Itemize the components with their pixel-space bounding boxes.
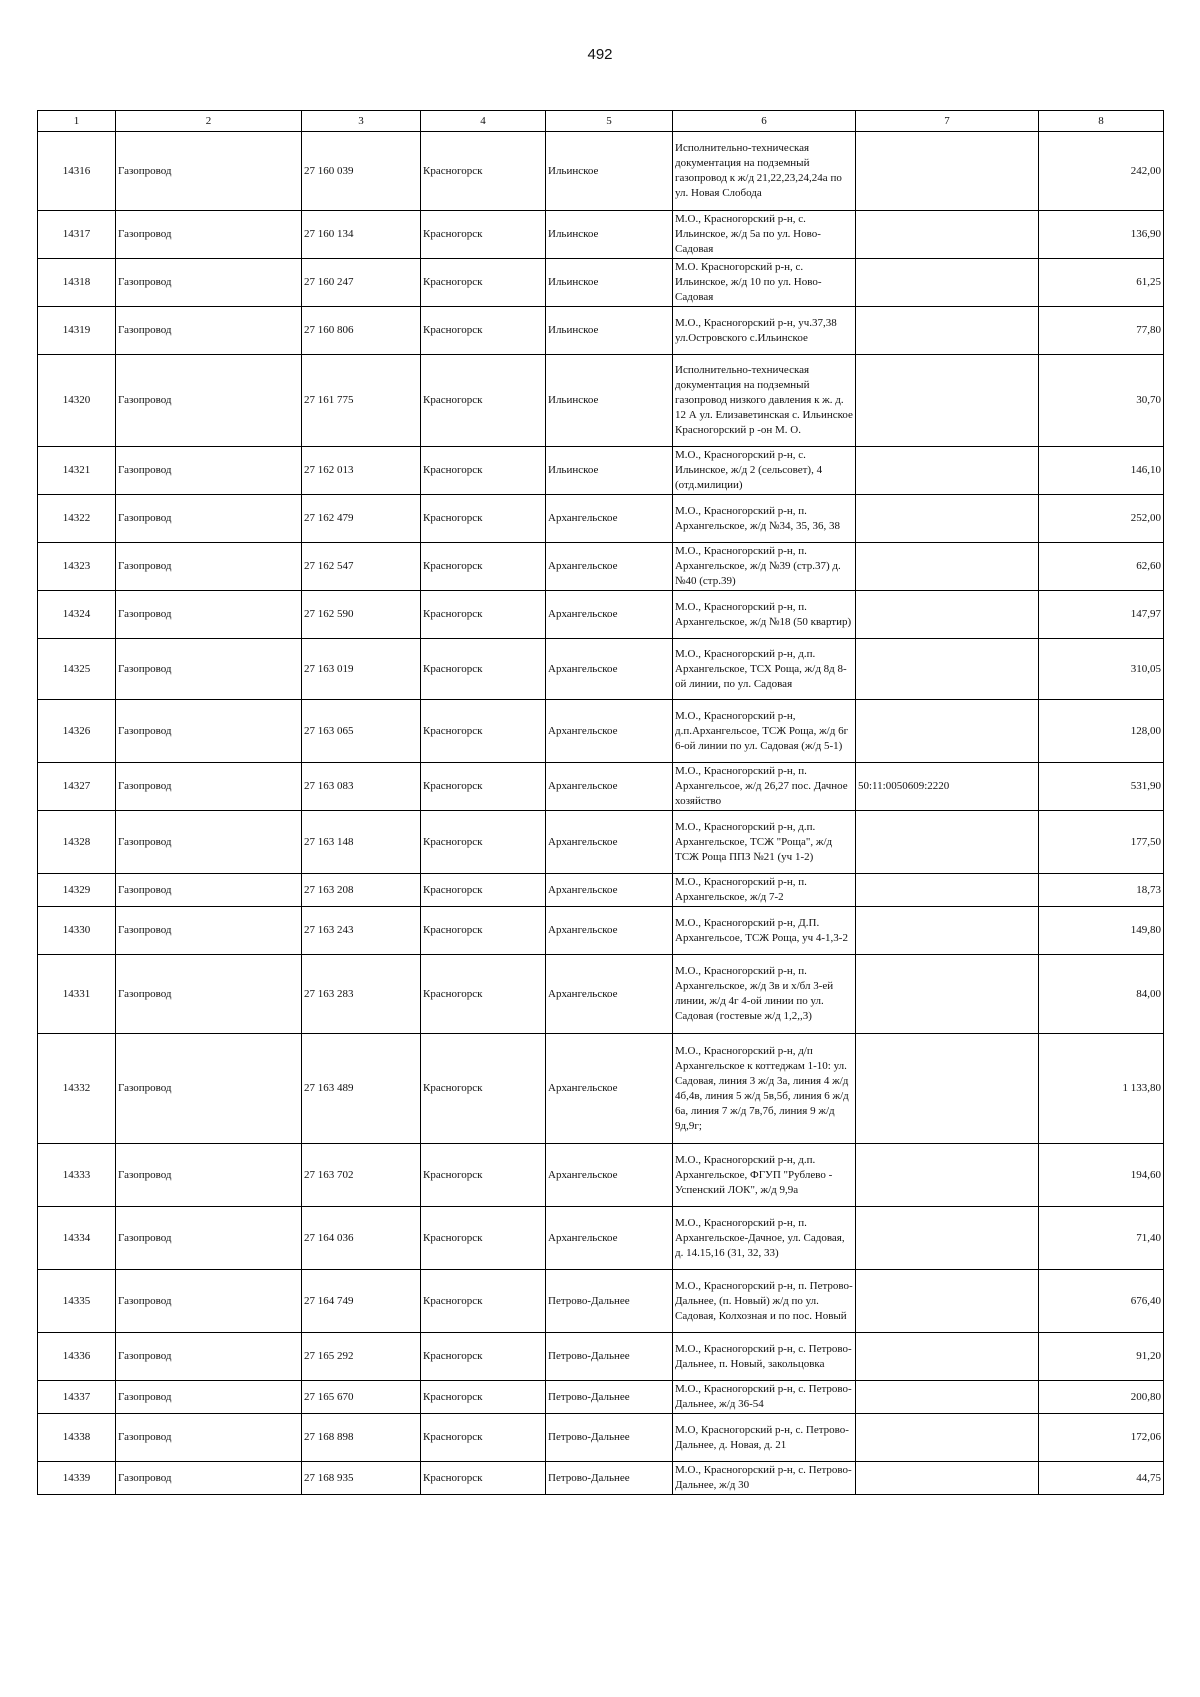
inventory-code-cell: 27 160 247 [302,259,421,307]
locality-cell: Архангельское [546,907,673,955]
column-header: 4 [421,111,546,132]
city-cell: Красногорск [421,211,546,259]
column-header: 8 [1039,111,1164,132]
value-cell: 44,75 [1039,1462,1164,1495]
value-cell: 71,40 [1039,1207,1164,1270]
inventory-code-cell: 27 162 013 [302,447,421,495]
address-cell: М.О., Красногорский р-н, п. Архангельское, ж/д №34, 35, 36, 38 [673,495,856,543]
object-name-cell: Газопровод [116,811,302,874]
object-name-cell: Газопровод [116,955,302,1034]
value-cell: 242,00 [1039,132,1164,211]
city-cell: Красногорск [421,1333,546,1381]
object-name-cell: Газопровод [116,1333,302,1381]
row-number-cell: 14321 [38,447,116,495]
row-number-cell: 14323 [38,543,116,591]
value-cell: 147,97 [1039,591,1164,639]
cadastral-number-cell [856,132,1039,211]
column-header: 5 [546,111,673,132]
cadastral-number-cell [856,1144,1039,1207]
table-row [38,591,1164,639]
cadastral-number-cell [856,700,1039,763]
inventory-code-cell: 27 163 208 [302,874,421,907]
row-number-cell: 14322 [38,495,116,543]
locality-cell: Архангельское [546,543,673,591]
locality-cell: Архангельское [546,874,673,907]
inventory-code-cell: 27 168 935 [302,1462,421,1495]
column-header: 3 [302,111,421,132]
object-name-cell: Газопровод [116,700,302,763]
cadastral-number-cell [856,1462,1039,1495]
value-cell: 310,05 [1039,639,1164,700]
table-row [38,1462,1164,1495]
object-name-cell: Газопровод [116,211,302,259]
row-number-cell: 14328 [38,811,116,874]
table-row [38,495,1164,543]
object-name-cell: Газопровод [116,874,302,907]
locality-cell: Архангельское [546,495,673,543]
inventory-code-cell: 27 164 036 [302,1207,421,1270]
cadastral-number-cell [856,355,1039,447]
table-row [38,1381,1164,1414]
city-cell: Красногорск [421,355,546,447]
cadastral-number-cell [856,639,1039,700]
address-cell: М.О., Красногорский р-н, п. Архангельсое, ж/д 26,27 пос. Дачное хозяйство [673,763,856,811]
value-cell: 146,10 [1039,447,1164,495]
row-number-cell: 14336 [38,1333,116,1381]
locality-cell: Архангельское [546,955,673,1034]
object-name-cell: Газопровод [116,447,302,495]
locality-cell: Архангельское [546,1034,673,1144]
object-name-cell: Газопровод [116,1414,302,1462]
row-number-cell: 14331 [38,955,116,1034]
locality-cell: Архангельское [546,700,673,763]
locality-cell: Ильинское [546,259,673,307]
row-number-cell: 14329 [38,874,116,907]
table-row [38,1414,1164,1462]
inventory-code-cell: 27 163 019 [302,639,421,700]
address-cell: М.О., Красногорский р-н, с. Петрово-Дальнее, ж/д 30 [673,1462,856,1495]
cadastral-number-cell [856,307,1039,355]
cadastral-number-cell [856,1207,1039,1270]
address-cell: М.О., Красногорский р-н, п. Архангельское, ж/д 7-2 [673,874,856,907]
column-header: 6 [673,111,856,132]
address-cell: Исполнительно-техническая документация на подземный газопровод низкого давления к ж. д. 12 А ул. Елизаветинская с. Ильинское Красногорский р -он М. О. [673,355,856,447]
row-number-cell: 14339 [38,1462,116,1495]
inventory-code-cell: 27 162 590 [302,591,421,639]
object-name-cell: Газопровод [116,543,302,591]
table-row [38,1270,1164,1333]
city-cell: Красногорск [421,907,546,955]
object-name-cell: Газопровод [116,1462,302,1495]
locality-cell: Архангельское [546,1144,673,1207]
row-number-cell: 14324 [38,591,116,639]
locality-cell: Петрово-Дальнее [546,1333,673,1381]
table-row [38,811,1164,874]
locality-cell: Петрово-Дальнее [546,1462,673,1495]
value-cell: 531,90 [1039,763,1164,811]
value-cell: 136,90 [1039,211,1164,259]
cadastral-number-cell [856,591,1039,639]
table-row [38,1207,1164,1270]
inventory-code-cell: 27 168 898 [302,1414,421,1462]
locality-cell: Петрово-Дальнее [546,1270,673,1333]
table-row [38,259,1164,307]
address-cell: М.О., Красногорский р-н, с. Ильинское, ж/д 5а по ул. Ново-Садовая [673,211,856,259]
value-cell: 172,06 [1039,1414,1164,1462]
table-row [38,907,1164,955]
value-cell: 252,00 [1039,495,1164,543]
table-row [38,955,1164,1034]
row-number-cell: 14319 [38,307,116,355]
column-header: 7 [856,111,1039,132]
value-cell: 676,40 [1039,1270,1164,1333]
city-cell: Красногорск [421,307,546,355]
object-name-cell: Газопровод [116,1034,302,1144]
value-cell: 18,73 [1039,874,1164,907]
column-header: 1 [38,111,116,132]
address-cell: М.О., Красногорский р-н, Д.П. Архангельсое, ТСЖ Роща, уч 4-1,3-2 [673,907,856,955]
table-row [38,763,1164,811]
table-row [38,1333,1164,1381]
table-row [38,211,1164,259]
inventory-code-cell: 27 165 670 [302,1381,421,1414]
locality-cell: Ильинское [546,211,673,259]
cadastral-number-cell: 50:11:0050609:2220 [856,763,1039,811]
row-number-cell: 14325 [38,639,116,700]
inventory-code-cell: 27 163 702 [302,1144,421,1207]
address-cell: М.О, Красногорский р-н, с. Петрово-Дальнее, д. Новая, д. 21 [673,1414,856,1462]
city-cell: Красногорск [421,874,546,907]
value-cell: 1 133,80 [1039,1034,1164,1144]
object-name-cell: Газопровод [116,763,302,811]
row-number-cell: 14333 [38,1144,116,1207]
row-number-cell: 14326 [38,700,116,763]
cadastral-number-cell [856,211,1039,259]
page-number: 492 [587,46,613,63]
address-cell: М.О., Красногорский р-н, д.п.Архангельсое, ТСЖ Роща, ж/д 6г 6-ой линии по ул. Садовая (ж/д 5-1) [673,700,856,763]
inventory-code-cell: 27 163 083 [302,763,421,811]
city-cell: Красногорск [421,955,546,1034]
table-body [38,132,1164,1495]
cadastral-number-cell [856,811,1039,874]
table-row [38,543,1164,591]
inventory-code-cell: 27 160 039 [302,132,421,211]
city-cell: Красногорск [421,132,546,211]
inventory-code-cell: 27 163 243 [302,907,421,955]
table-row [38,639,1164,700]
city-cell: Красногорск [421,1034,546,1144]
city-cell: Красногорск [421,1462,546,1495]
locality-cell: Петрово-Дальнее [546,1414,673,1462]
object-name-cell: Газопровод [116,1381,302,1414]
cadastral-number-cell [856,495,1039,543]
cadastral-number-cell [856,1333,1039,1381]
cadastral-number-cell [856,1381,1039,1414]
value-cell: 62,60 [1039,543,1164,591]
row-number-cell: 14316 [38,132,116,211]
row-number-cell: 14320 [38,355,116,447]
object-name-cell: Газопровод [116,1270,302,1333]
object-name-cell: Газопровод [116,495,302,543]
table-row [38,355,1164,447]
table-row [38,447,1164,495]
cadastral-number-cell [856,1034,1039,1144]
inventory-code-cell: 27 162 479 [302,495,421,543]
city-cell: Красногорск [421,495,546,543]
address-cell: М.О., Красногорский р-н, с. Петрово-Дальнее, п. Новый, закольцовка [673,1333,856,1381]
address-cell: М.О., Красногорский р-н, д.п. Архангельское, ТСЖ "Роща", ж/д ТСЖ Роща ППЗ №21 (уч 1-2) [673,811,856,874]
row-number-cell: 14327 [38,763,116,811]
inventory-code-cell: 27 164 749 [302,1270,421,1333]
locality-cell: Ильинское [546,132,673,211]
inventory-code-cell: 27 162 547 [302,543,421,591]
city-cell: Красногорск [421,700,546,763]
city-cell: Красногорск [421,1414,546,1462]
cadastral-number-cell [856,543,1039,591]
locality-cell: Ильинское [546,355,673,447]
value-cell: 91,20 [1039,1333,1164,1381]
address-cell: М.О., Красногорский р-н, п. Архангельское-Дачное, ул. Садовая, д. 14.15,16 (31, 32, 33) [673,1207,856,1270]
value-cell: 128,00 [1039,700,1164,763]
locality-cell: Петрово-Дальнее [546,1381,673,1414]
column-header: 2 [116,111,302,132]
value-cell: 30,70 [1039,355,1164,447]
object-name-cell: Газопровод [116,355,302,447]
address-cell: М.О., Красногорский р-н, д.п. Архангельское, ФГУП "Рублево - Успенский ЛОК", ж/д 9,9а [673,1144,856,1207]
cadastral-number-cell [856,907,1039,955]
city-cell: Красногорск [421,591,546,639]
locality-cell: Архангельское [546,763,673,811]
inventory-code-cell: 27 160 134 [302,211,421,259]
inventory-code-cell: 27 163 148 [302,811,421,874]
address-cell: М.О. Красногорский р-н, с. Ильинское, ж/д 10 по ул. Ново-Садовая [673,259,856,307]
cadastral-number-cell [856,1414,1039,1462]
city-cell: Красногорск [421,1270,546,1333]
cadastral-number-cell [856,955,1039,1034]
row-number-cell: 14332 [38,1034,116,1144]
address-cell: М.О., Красногорский р-н, п. Архангельское, ж/д №39 (стр.37) д.№40 (стр.39) [673,543,856,591]
value-cell: 194,60 [1039,1144,1164,1207]
value-cell: 177,50 [1039,811,1164,874]
table-row [38,307,1164,355]
value-cell: 200,80 [1039,1381,1164,1414]
table-row [38,132,1164,211]
object-name-cell: Газопровод [116,307,302,355]
address-cell: М.О., Красногорский р-н, п. Петрово-Дальнее, (п. Новый) ж/д по ул. Садовая, Колхозная и по пос. Новый [673,1270,856,1333]
table-row [38,1144,1164,1207]
city-cell: Красногорск [421,1207,546,1270]
address-cell: М.О., Красногорский р-н, д/п Архангельское к коттеджам 1-10: ул. Садовая, линия 3 ж/д 3а, линия 4 ж/д 4б,4в, линия 5 ж/д 5в,5б, линия 6 ж/д 6а, линия 7 ж/д 7в,7б, линия 9 ж/д 9д,9г; [673,1034,856,1144]
inventory-code-cell: 27 163 065 [302,700,421,763]
value-cell: 84,00 [1039,955,1164,1034]
object-name-cell: Газопровод [116,259,302,307]
object-name-cell: Газопровод [116,639,302,700]
address-cell: М.О., Красногорский р-н, с. Ильинское, ж/д 2 (сельсовет), 4 (отд.милиции) [673,447,856,495]
object-name-cell: Газопровод [116,1144,302,1207]
header-row [38,111,1164,132]
row-number-cell: 14338 [38,1414,116,1462]
inventory-code-cell: 27 161 775 [302,355,421,447]
city-cell: Красногорск [421,811,546,874]
city-cell: Красногорск [421,259,546,307]
value-cell: 149,80 [1039,907,1164,955]
city-cell: Красногорск [421,447,546,495]
object-name-cell: Газопровод [116,132,302,211]
row-number-cell: 14318 [38,259,116,307]
address-cell: М.О., Красногорский р-н, п. Архангельское, ж/д 3в и х/бл 3-ей линии, ж/д 4г 4-ой линии по ул. Садовая (гостевые ж/д 1,2,,3) [673,955,856,1034]
city-cell: Красногорск [421,1381,546,1414]
table-row [38,700,1164,763]
row-number-cell: 14334 [38,1207,116,1270]
object-name-cell: Газопровод [116,591,302,639]
city-cell: Красногорск [421,763,546,811]
address-cell: М.О., Красногорский р-н, с. Петрово-Дальнее, ж/д 36-54 [673,1381,856,1414]
inventory-code-cell: 27 163 283 [302,955,421,1034]
row-number-cell: 14337 [38,1381,116,1414]
city-cell: Красногорск [421,639,546,700]
address-cell: М.О., Красногорский р-н, д.п. Архангельское, ТСХ Роща, ж/д 8д 8-ой линии, по ул. Садовая [673,639,856,700]
cadastral-number-cell [856,259,1039,307]
value-cell: 61,25 [1039,259,1164,307]
city-cell: Красногорск [421,1144,546,1207]
locality-cell: Архангельское [546,591,673,639]
locality-cell: Архангельское [546,639,673,700]
cadastral-number-cell [856,447,1039,495]
row-number-cell: 14317 [38,211,116,259]
table-row [38,874,1164,907]
address-cell: М.О., Красногорский р-н, уч.37,38 ул.Островского с.Ильинское [673,307,856,355]
city-cell: Красногорск [421,543,546,591]
row-number-cell: 14335 [38,1270,116,1333]
registry-table [37,110,1164,1495]
object-name-cell: Газопровод [116,907,302,955]
inventory-code-cell: 27 165 292 [302,1333,421,1381]
locality-cell: Ильинское [546,307,673,355]
row-number-cell: 14330 [38,907,116,955]
locality-cell: Архангельское [546,1207,673,1270]
address-cell: М.О., Красногорский р-н, п. Архангельское, ж/д №18 (50 квартир) [673,591,856,639]
locality-cell: Ильинское [546,447,673,495]
address-cell: Исполнительно-техническая документация на подземный газопровод к ж/д 21,22,23,24,24а по ул. Новая Слобода [673,132,856,211]
table-row [38,1034,1164,1144]
cadastral-number-cell [856,874,1039,907]
inventory-code-cell: 27 160 806 [302,307,421,355]
inventory-code-cell: 27 163 489 [302,1034,421,1144]
object-name-cell: Газопровод [116,1207,302,1270]
locality-cell: Архангельское [546,811,673,874]
cadastral-number-cell [856,1270,1039,1333]
value-cell: 77,80 [1039,307,1164,355]
